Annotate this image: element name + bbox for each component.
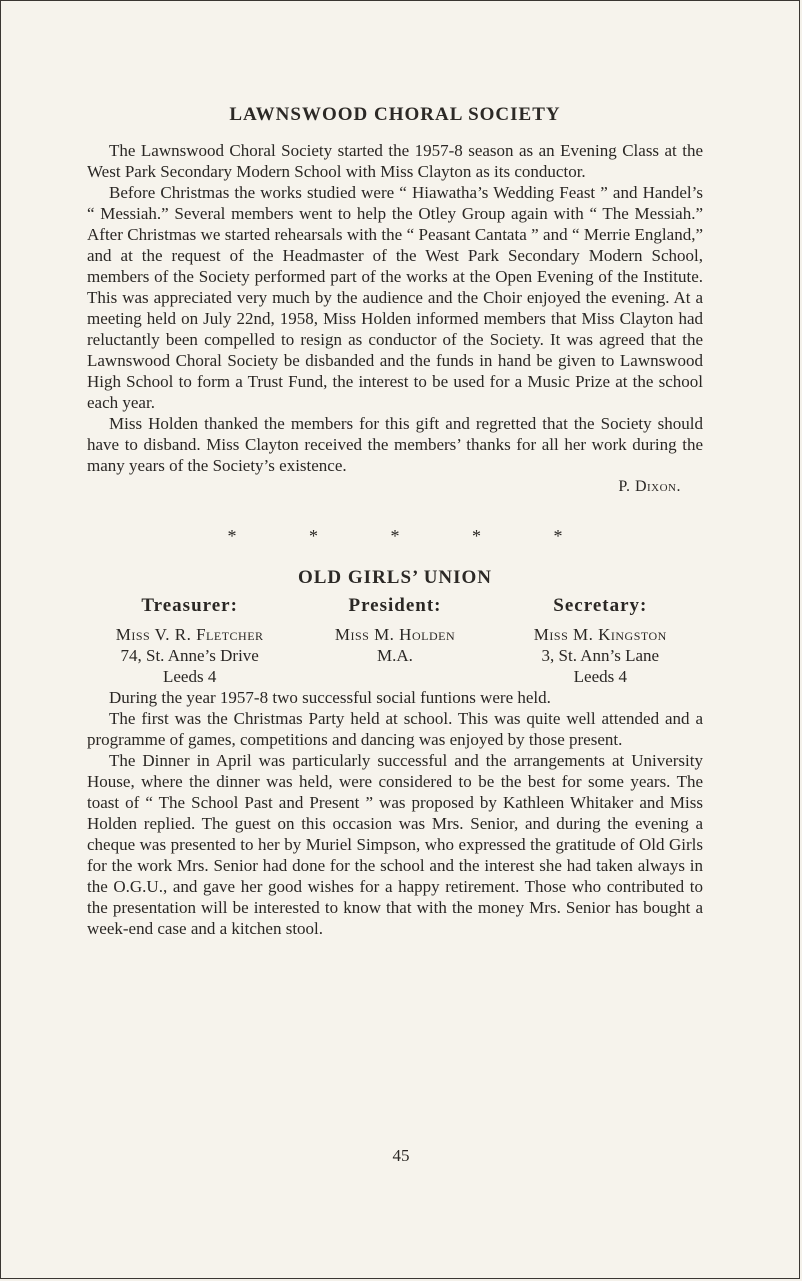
officer-treasurer bbox=[87, 595, 292, 687]
paragraph: Miss Holden thanked the members for this gift and regretted that the Society should have to disband. Miss Clayton received the members’ thanks for all her work during the many years of the Society’s existence. bbox=[87, 414, 703, 475]
officer-degree: M.A. bbox=[377, 646, 413, 665]
officer-president bbox=[292, 595, 497, 687]
old-girls-union-text bbox=[87, 687, 703, 939]
old-girls-union-heading: OLD GIRLS’ UNION bbox=[297, 567, 493, 588]
officer-role: President: bbox=[348, 595, 442, 616]
paragraph: The Lawnswood Choral Society started the 1957-8 season as an Evening Class at the West Park Secondary Modern School with Miss Clayton as its conductor. bbox=[87, 141, 703, 181]
paragraph: The Dinner in April was particularly successful and the arrangements at University House, where the dinner was held, were considered to be the best for some years. The toast of “ The School Past and Present ” was proposed by Kathleen Whitaker and Miss Holden replied. The guest on this occasion was Mrs. Senior, and during the evening a cheque was presented to her by Muriel Simpson, who expressed the gratitude of Old Girls for the work Mrs. Senior had done for the school and the interest she had taken always in the O.G.U., and gave her good wishes for a happy retirement. Those who contributed to the presentation will be interested to know that with the money Mrs. Senior has bought a week-end case and a kitchen stool. bbox=[87, 751, 703, 938]
officer-name: Miss V. R. Fletcher bbox=[115, 625, 264, 644]
paragraph: The first was the Christmas Party held at school. This was quite well attended and a programme of games, competitions and dancing was enjoyed by those present. bbox=[87, 709, 703, 749]
officer-name: Miss M. Holden bbox=[334, 625, 456, 644]
officer-role: Treasurer: bbox=[141, 595, 238, 616]
officer-secretary bbox=[498, 595, 703, 687]
page-content bbox=[87, 1, 703, 939]
officers-list bbox=[87, 595, 703, 687]
choral-society-heading: LAWNSWOOD CHORAL SOCIETY bbox=[229, 104, 561, 125]
officer-city: Leeds 4 bbox=[162, 667, 217, 686]
officer-address: 3, St. Ann’s Lane bbox=[541, 646, 660, 665]
paragraph: During the year 1957-8 two successful social funtions were held. bbox=[109, 688, 551, 707]
officer-address: 74, St. Anne’s Drive bbox=[120, 646, 259, 665]
section-divider: * * * * * bbox=[227, 526, 597, 546]
choral-society-text bbox=[87, 140, 703, 476]
paragraph: Before Christmas the works studied were “ Hiawatha’s Wedding Feast ” and Handel’s “ Messiah.” Several members went to help the Otley Group again with “ The Messiah.” After Christmas we started rehearsals with the “ Peasant Cantata ” and “ Merrie England,” and at the request of the Headmaster of the West Park Secondary Modern School, members of the Society performed part of the works at the Open Evening of the Institute. This was appreciated very much by the audience and the Choir enjoyed the evening. At a meeting held on July 22nd, 1958, Miss Holden informed members that Miss Clayton had reluctantly been compelled to resign as conductor of the Society. It was agreed that the Lawnswood Choral Society be disbanded and the funds in hand be given to Lawnswood High School to form a Trust Fund, the interest to be used for a Music Prize at the school each year. bbox=[87, 183, 703, 412]
officer-role: Secretary: bbox=[553, 595, 648, 616]
page-number: 45 bbox=[392, 1146, 410, 1165]
officer-name: Miss M. Kingston bbox=[533, 625, 667, 644]
officer-city: Leeds 4 bbox=[573, 667, 627, 686]
signature: P. Dixon. bbox=[618, 478, 681, 495]
